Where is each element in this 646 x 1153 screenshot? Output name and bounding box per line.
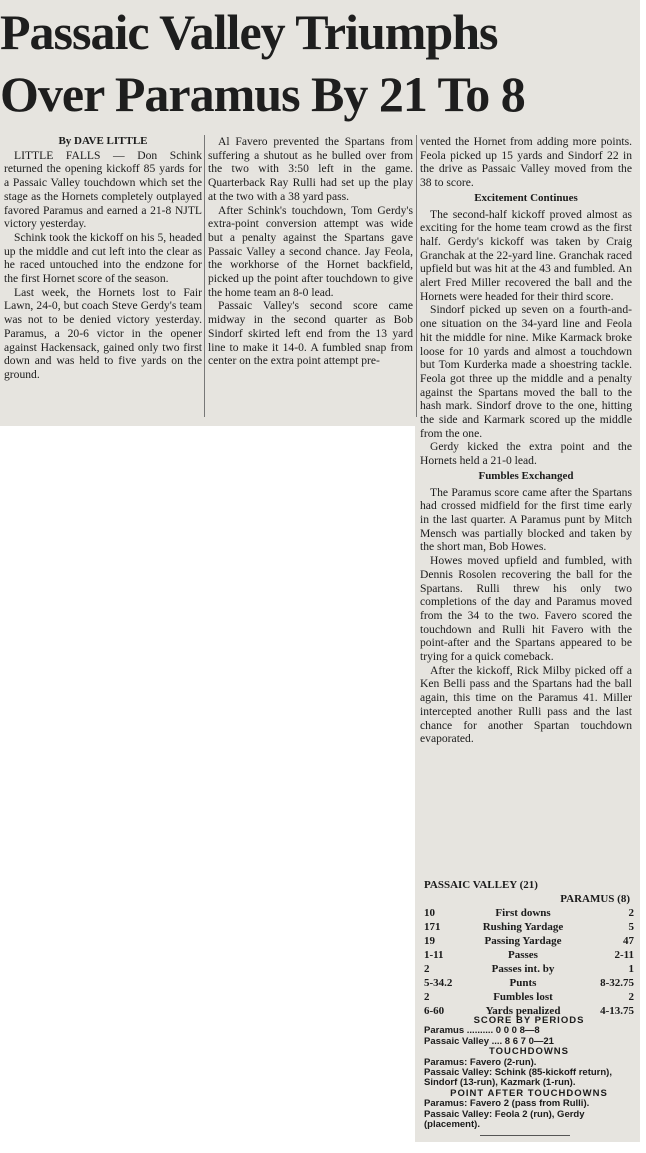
stat-b: 1	[628, 963, 634, 975]
team-a-heading: PASSAIC VALLEY (21)	[424, 879, 538, 891]
article-column-1	[4, 135, 202, 382]
stat-label: Passes	[508, 949, 538, 961]
subhead-fumbles: Fumbles Exchanged	[478, 469, 574, 482]
stat-b: 2	[628, 907, 634, 919]
paragraph: The Paramus score came after the Spartans had crossed midfield for the first time early in the last quarter. A Paramus punt by Mitch Mensch was partially blocked and taken by the short man, Bob Howes.	[420, 485, 632, 554]
stats-row	[424, 962, 634, 976]
team-b-heading: PARAMUS (8)	[560, 893, 630, 905]
article-column-2	[208, 135, 413, 368]
stat-a: 1-11	[424, 949, 444, 961]
stat-label: Passes int. by	[491, 963, 555, 975]
column-divider-2	[416, 135, 417, 417]
touchdowns-paramus: Paramus: Favero (2-run).	[424, 1056, 537, 1068]
paragraph: Last week, the Hornets lost to Fair Lawn, 24-0, but coach Steve Gerdy's team was not to be denied victory yesterday. Paramus, a 20-6 victor in the opener against Hackensack, gained only two first down and was held to five yards on the ground.	[4, 285, 202, 381]
paragraph: After the kickoff, Rick Milby picked off a Ken Belli pass and the Spartans had the ball again, this time on the Paramus 41. Miller intercepted another Rulli pass and the last chance for another Spartan touchdown evaporated.	[420, 663, 632, 746]
score-line-paramus: Paramus .......... 0 0 0 8—8	[424, 1025, 540, 1037]
pat-passaic-valley: Passaic Valley: Feola 2 (run), Gerdy (placement).	[424, 1108, 585, 1131]
paragraph: The second-half kickoff proved almost as exciting for the home team crowd as the first half. Gerdy's kickoff was taken by Craig Granchak at the 22-yard line. Granchak raced upfield but was hit at the 43 and fumbled. An alert Fred Miller recovered the ball and the Hornets were headed for their third score.	[420, 207, 632, 303]
paragraph: After Schink's touchdown, Tom Gerdy's extra-point conversion attempt was wide but a penalty against the Spartans gave Passaic Valley a second chance. Jay Feola, the workhorse of the Hornet backfield, picked up the point after touchdown to give the home team an 8-0 lead.	[208, 203, 413, 299]
stats-row	[424, 990, 634, 1004]
stats-row	[424, 906, 634, 920]
bottom-rule	[480, 1135, 570, 1136]
stat-b: 2	[628, 991, 634, 1003]
headline-line-1: Passaic Valley Triumphs	[0, 4, 498, 60]
paragraph: Sindorf picked up seven on a fourth-and-one situation on the 34-yard line and Feola hit the middle for nine. Mike Karmack broke loose for 10 yards and almost a touchdown but Tom Kurderka made a shoestring tackle. Feola got three up the middle and a penalty against the Spartans moved the ball to the hash mark. Sindorf drove to the one, hitting the side and Karmark scored up the middle from the one.	[420, 303, 632, 440]
stat-b: 5	[628, 921, 634, 933]
stat-label: Rushing Yardage	[482, 921, 564, 933]
pat-paramus: Paramus: Favero 2 (pass from Rulli).	[424, 1098, 590, 1110]
stats-row	[424, 920, 634, 934]
touchdowns-passaic-valley: Passaic Valley: Schink (85-kickoff return), Sindorf (13-run), Kazmark (1-run).	[424, 1067, 612, 1089]
paragraph: Gerdy kicked the extra point and the Hornets held a 21-0 lead.	[420, 440, 632, 468]
stats-box	[424, 878, 634, 1018]
paragraph: vented the Hornet from adding more points. Feola picked up 15 yards and Sindorf 22 in the drive as Passaic Valley moved from the 38 to score.	[420, 135, 632, 190]
stats-row	[424, 934, 634, 948]
score-line-passaic-valley: Passaic Valley .... 8 6 7 0—21	[424, 1035, 554, 1047]
stat-a: 6-60	[424, 1005, 445, 1017]
stat-b: 47	[623, 935, 634, 947]
score-by-periods-title: SCORE BY PERIODS	[473, 1015, 585, 1026]
stat-label: First downs	[495, 907, 551, 919]
paragraph: Howes moved upfield and fumbled, with Dennis Rosolen recovering the ball for the Spartans. Rulli threw his only two completions of the day and Paramus moved from the 34 to the two. Favero scored the touchdown and Rulli hit Favero with the point-after and the Spartans appeared to be trying for a quick comeback.	[420, 554, 632, 664]
stat-b: 4-13.75	[600, 1005, 634, 1017]
stat-label: Fumbles lost	[493, 991, 553, 1003]
stat-label: Punts	[509, 977, 537, 989]
stat-a: 2	[424, 963, 430, 975]
stats-row	[424, 948, 634, 962]
stat-b: 8-32.75	[600, 977, 634, 989]
pat-title: POINT AFTER TOUCHDOWNS	[450, 1087, 608, 1099]
stat-b: 2-11	[614, 949, 634, 961]
stat-label: Yards penalized	[485, 1005, 561, 1017]
stats-row	[424, 976, 634, 990]
stat-a: 171	[424, 921, 441, 933]
stat-a: 5-34.2	[424, 977, 453, 989]
byline: By DAVE LITTLE	[58, 135, 148, 147]
paragraph: Passaic Valley's second score came midway in the second quarter as Bob Sindorf skirted left end from the 13 yard line to make it 14-0. A fumbled snap from center on the extra point attempt pre-	[208, 299, 413, 368]
stat-a: 19	[424, 935, 435, 947]
stat-a: 10	[424, 907, 435, 919]
stat-label: Passing Yardage	[484, 935, 562, 947]
paragraph: Schink took the kickoff on his 5, headed up the middle and cut left into the clear as he raced untouched into the endzone for the first Hornet score of the season.	[4, 230, 202, 286]
paragraph: Al Favero prevented the Spartans from suffering a shutout as he bulled over from the two with 3:50 left in the game. Quarterback Ray Rulli had set up the play at the two with a 38 yard pass.	[208, 135, 413, 203]
article-column-3	[420, 135, 632, 746]
touchdowns-title: TOUCHDOWNS	[488, 1046, 570, 1058]
headline-line-2: Over Paramus By 21 To 8	[0, 66, 525, 122]
paragraph: LITTLE FALLS — Don Schink returned the opening kickoff 85 yards for a Passaic Valley touchdown which set the stage as the Hornets completely outplayed favored Paramus and earned a 21-8 NJTL victory yesterday.	[4, 148, 202, 231]
stat-a: 2	[424, 991, 430, 1003]
scoring-summary	[424, 1016, 634, 1130]
column-divider-1	[204, 135, 205, 417]
subhead-excitement: Excitement Continues	[474, 191, 578, 204]
